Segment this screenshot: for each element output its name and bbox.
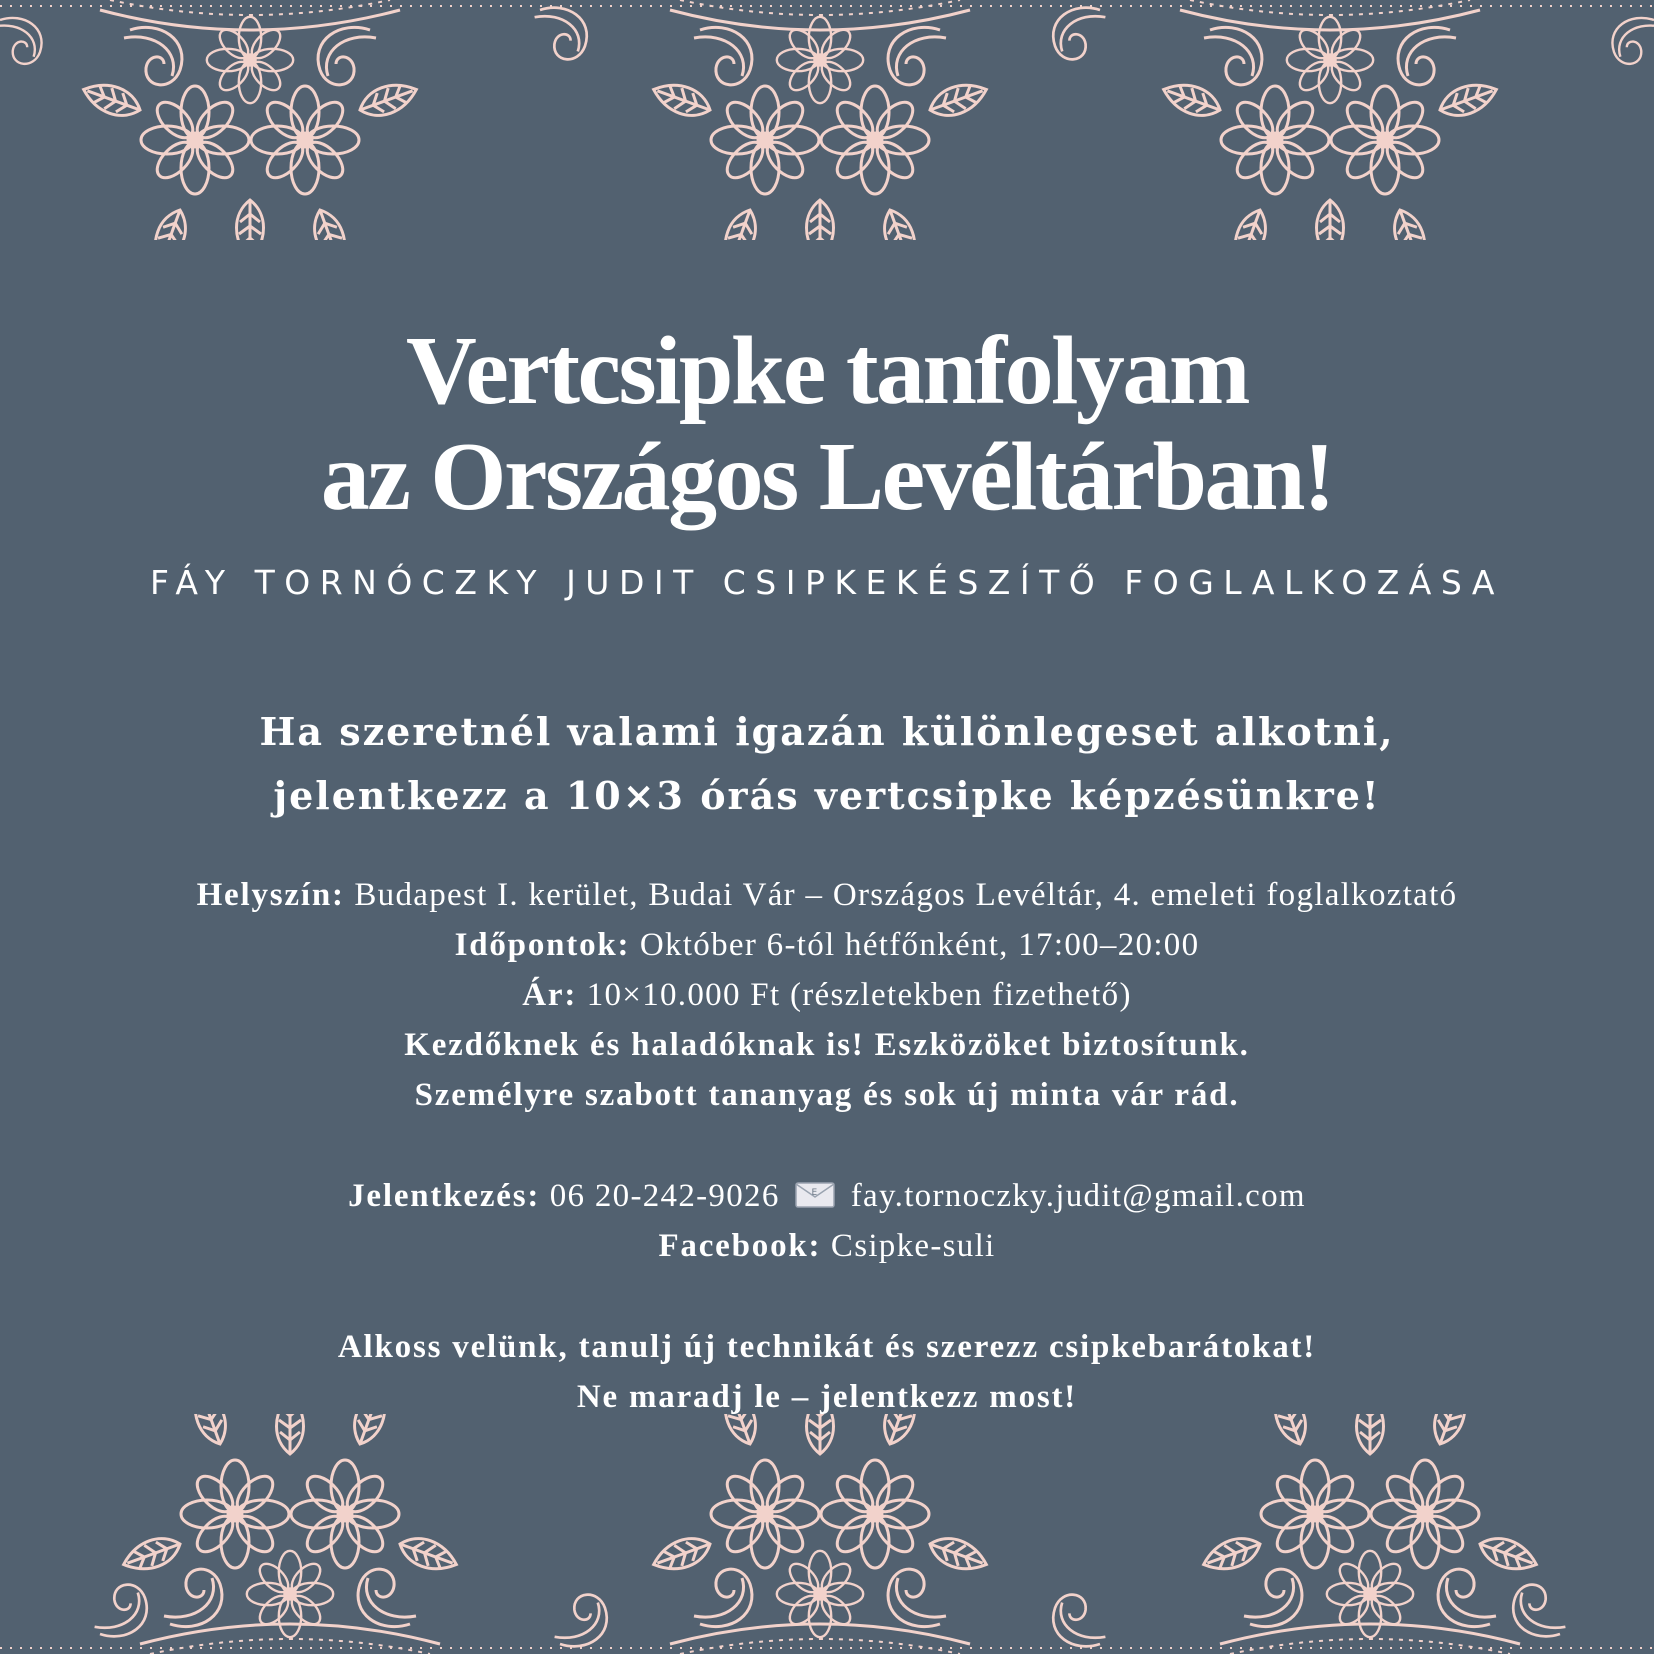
contact-info (0, 1171, 1654, 1271)
facebook-label: Facebook: (658, 1228, 822, 1264)
location-value: Budapest I. kerület, Budai Vár – Országos Levéltár, 4. emeleti foglalkoztató (354, 877, 1458, 913)
title-line-1: Vertcsipke tanfolyam (406, 317, 1248, 425)
note-curriculum: Személyre szabott tananyag és sok új minta vár rád. (414, 1077, 1240, 1113)
email-link[interactable]: fay.tornoczky.judit@gmail.com (850, 1178, 1306, 1214)
dates-row (0, 920, 1654, 970)
closing-line-2: Ne maradj le – jelentkezz most! (576, 1379, 1078, 1415)
dates-label: Időpontok: (454, 927, 631, 963)
signup-row (0, 1171, 1654, 1221)
note-beginners: Kezdőknek és haladóknak is! Eszközöket biztosítunk. (404, 1027, 1250, 1063)
svg-text:E: E (811, 1188, 819, 1198)
page-title (0, 318, 1654, 530)
closing-text (0, 1322, 1654, 1422)
price-value: 10×10.000 Ft (részletekben fizethető) (586, 977, 1132, 1013)
intro-line-1: Ha szeretnél valami igazán különlegeset alkotni, (259, 709, 1395, 754)
signup-label: Jelentkezés: (348, 1178, 541, 1214)
intro-line-2: jelentkezz a 10×3 órás vertcsipke képzésünkre! (273, 773, 1381, 818)
location-label: Helyszín: (196, 877, 345, 913)
envelope-icon (795, 1182, 835, 1208)
subtitle: FÁY TORNÓCZKY JUDIT CSIPKEKÉSZÍTŐ FOGLALKOZÁSA (149, 563, 1505, 602)
course-details (0, 870, 1654, 1120)
intro-text (0, 700, 1654, 828)
location-row (0, 870, 1654, 920)
facebook-link[interactable]: Csipke-suli (830, 1228, 996, 1264)
phone-number[interactable]: 06 20-242-9026 (549, 1178, 780, 1214)
closing-line-1: Alkoss velünk, tanulj új technikát és szerezz csipkebarátokat! (337, 1329, 1317, 1365)
facebook-row (0, 1221, 1654, 1271)
dates-value: Október 6-tól hétfőnként, 17:00–20:00 (639, 927, 1200, 963)
title-line-2: az Országos Levéltárban! (320, 423, 1334, 531)
price-label: Ár: (522, 977, 578, 1013)
price-row (0, 970, 1654, 1020)
